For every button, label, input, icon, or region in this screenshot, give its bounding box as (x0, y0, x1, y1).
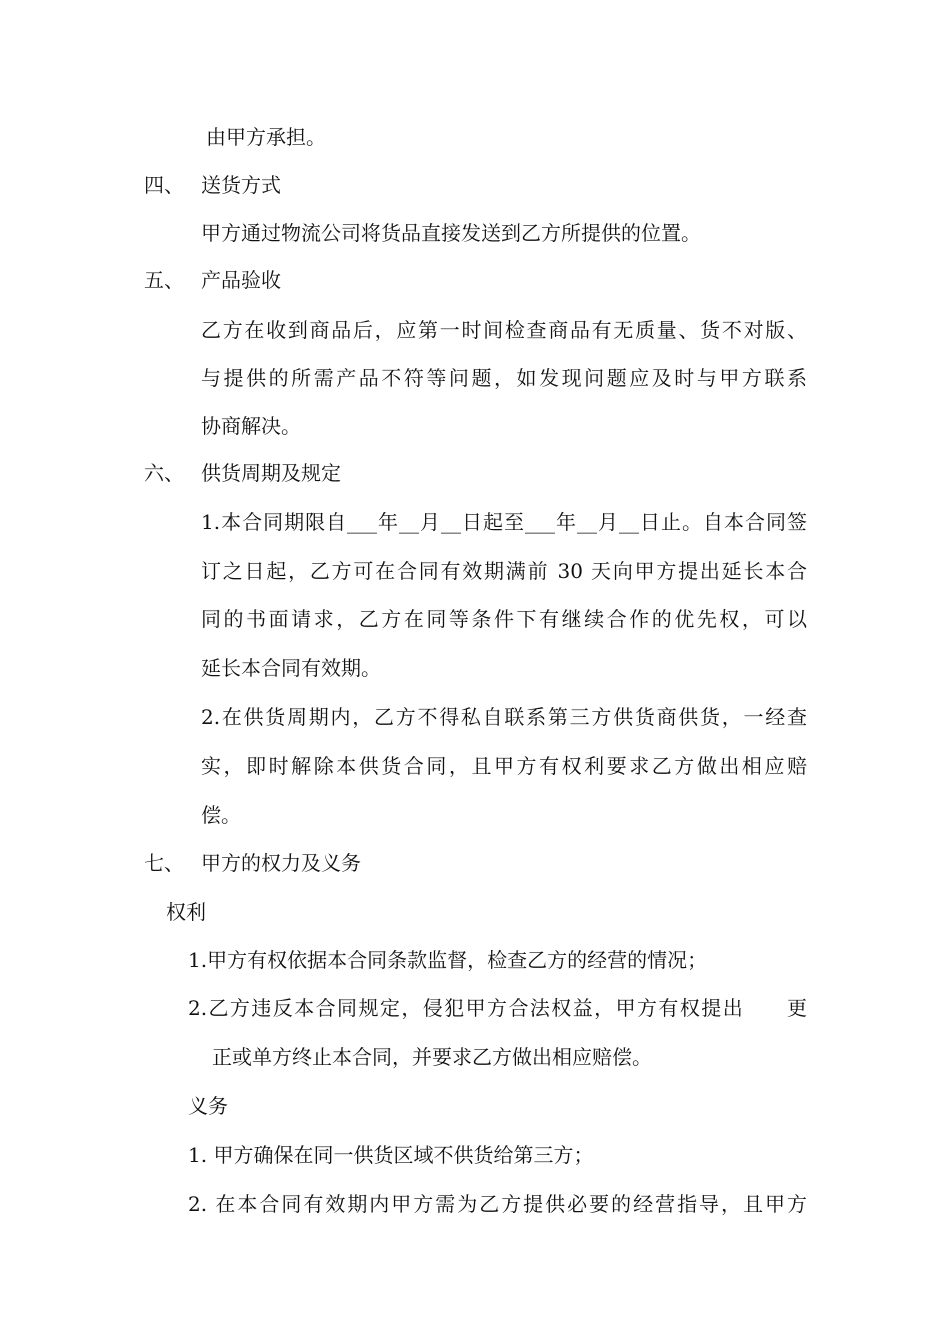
body-line: 2.在供货周期内，乙方不得私自联系第三方供货商供货，一经查 (201, 705, 807, 729)
body-line: 正或单方终止本合同，并要求乙方做出相应赔偿。 (212, 1045, 652, 1069)
body-line: 甲方通过物流公司将货品直接发送到乙方所提供的位置。 (201, 221, 701, 245)
body-line: 由甲方承担。 (206, 125, 326, 149)
section-title: 甲方的权力及义务 (201, 851, 361, 875)
section-number: 六、 (144, 461, 184, 485)
body-line: 偿。 (201, 803, 241, 827)
body-line: 同的书面请求，乙方在同等条件下有继续合作的优先权，可以 (201, 607, 807, 631)
section-number: 五、 (144, 268, 184, 292)
body-line: 协商解决。 (201, 414, 301, 438)
body-line: 1.本合同期限自___年__月__日起至___年__月__日止。自本合同签 (201, 510, 807, 534)
body-line: 2. 在本合同有效期内甲方需为乙方提供必要的经营指导，且甲方 (188, 1192, 807, 1216)
section-title: 产品验收 (201, 268, 281, 292)
body-line: 延长本合同有效期。 (201, 656, 381, 680)
subheading-rights: 权利 (166, 900, 206, 924)
body-line: 1. 甲方确保在同一供货区域不供货给第三方； (188, 1143, 594, 1167)
body-line: 乙方在收到商品后，应第一时间检查商品有无质量、货不对版、 (201, 318, 807, 342)
body-line: 2.乙方违反本合同规定，侵犯甲方合法权益，甲方有权提出 更 (188, 996, 807, 1020)
body-line: 实，即时解除本供货合同，且甲方有权利要求乙方做出相应赔 (201, 754, 807, 778)
section-number: 四、 (144, 173, 184, 197)
body-line: 与提供的所需产品不符等问题，如发现问题应及时与甲方联系 (201, 366, 807, 390)
section-title: 送货方式 (201, 173, 281, 197)
subheading-obligations: 义务 (188, 1094, 228, 1118)
section-number: 七、 (144, 851, 184, 875)
body-line: 订之日起，乙方可在合同有效期满前 30 天向甲方提出延长本合 (201, 559, 807, 583)
section-title: 供货周期及规定 (201, 461, 341, 485)
body-line: 1.甲方有权依据本合同条款监督，检查乙方的经营的情况； (188, 948, 708, 972)
